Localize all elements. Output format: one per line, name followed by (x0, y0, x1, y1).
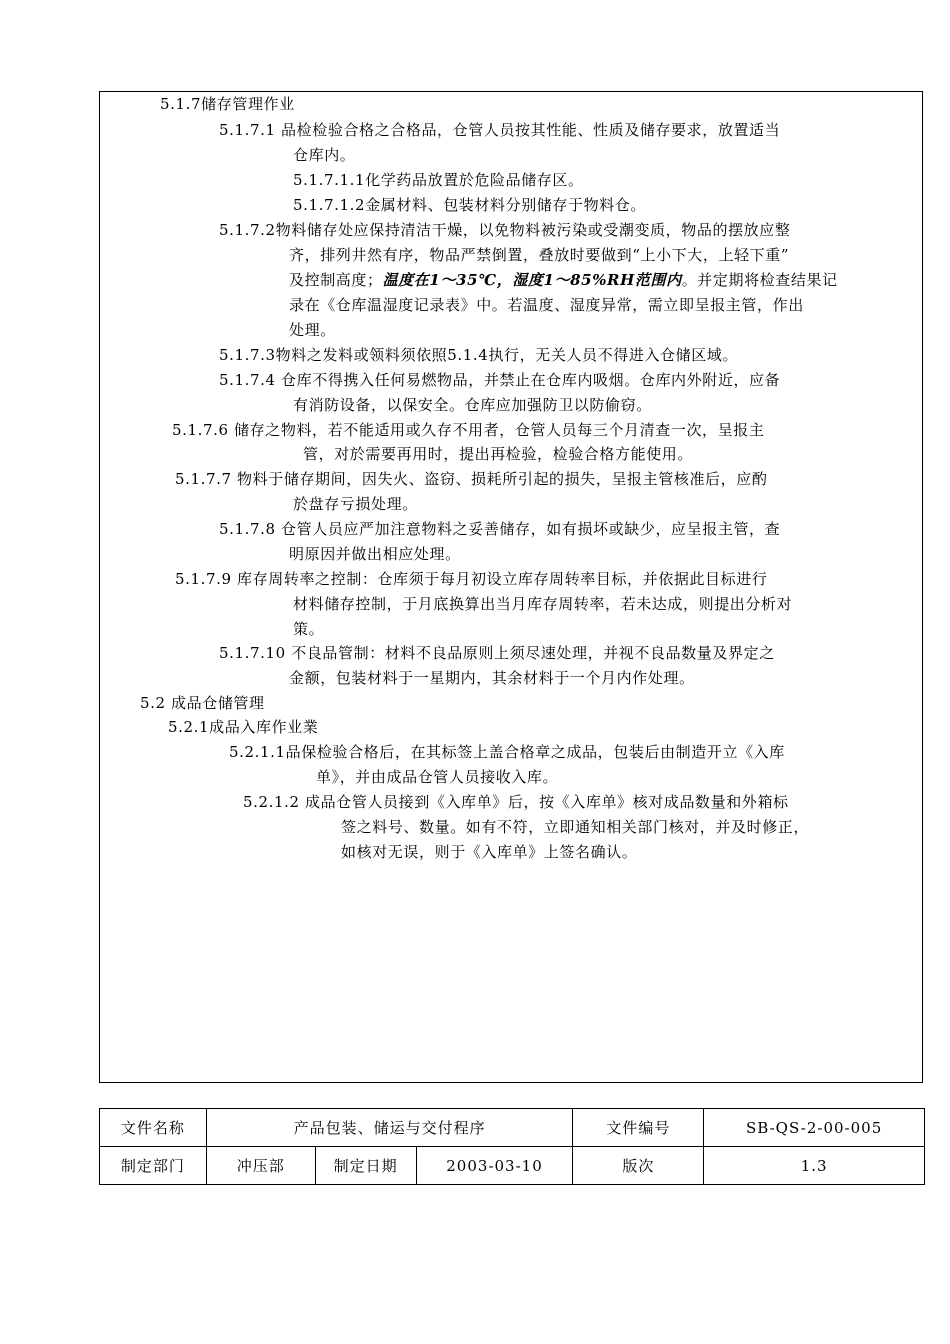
text-line: 齐，排列井然有序，物品严禁倒置，叠放时要做到“上小下大，上轻下重” (289, 246, 790, 264)
text-line: 明原因并做出相应处理。 (289, 545, 461, 563)
text-line: 金额，包装材料于一星期内，其余材料于一个月内作处理。 (289, 669, 695, 687)
text-line: 5.2.1.1品保检验合格后，在其标签上盖合格章之成品，包装后由制造开立《入库 (229, 743, 785, 761)
text-line: 5.2.1.2 成品仓管人员接到《入库单》后，按《入库单》核对成品数量和外箱标 (243, 793, 789, 811)
dept-value: 冲压部 (206, 1147, 315, 1185)
section-heading: 5.2 成品仓储管理 (140, 694, 265, 712)
text-line: 5.1.7.2物料储存处应保持清洁干燥，以免物料被污染或受潮变质，物品的摆放应整 (219, 221, 791, 239)
section-heading: 5.1.7储存管理作业 (160, 95, 295, 113)
version-value: 1.3 (704, 1147, 925, 1185)
text-line: 签之料号、数量。如有不符，立即通知相关部门核对，并及时修正， (341, 818, 810, 836)
text-line: 5.1.7.3物料之发料或领料须依照5.1.4执行，无关人员不得进入仓储区域。 (219, 346, 739, 364)
text-line: 单》，并由成品仓管人员接收入库。 (316, 768, 559, 786)
text-line: 5.1.7.10 不良品管制：材料不良品原则上须尽速处理，并视不良品数量及界定之 (219, 644, 775, 662)
doc-name-value: 产品包装、储运与交付程序 (206, 1109, 573, 1147)
text-line: 5.1.7.6 储存之物料，若不能适用或久存不用者，仓管人员每三个月清查一次，呈报主 (172, 421, 765, 439)
text-line: 5.1.7.8 仓管人员应严加注意物料之妥善储存，如有损坏或缺少，应呈报主管，查 (219, 520, 781, 538)
emphasized-text: 温度在1～35℃，湿度1～85%RH范围内 (382, 271, 682, 289)
text-line: 材料储存控制，于月底换算出当月库存周转率，若未达成，则提出分析对 (293, 595, 793, 613)
doc-no-label: 文件编号 (573, 1109, 704, 1147)
doc-name-label: 文件名称 (100, 1109, 207, 1147)
text-line: 於盘存亏损处理。 (293, 495, 418, 513)
text-line: 5.1.7.9 库存周转率之控制：仓库须于每月初设立库存周转率目标，并依据此目标进行 (175, 570, 768, 588)
text-line: 有消防设备，以保安全。仓库应加强防卫以防偷窃。 (293, 396, 652, 414)
date-label: 制定日期 (315, 1147, 416, 1185)
text-line: 5.1.7.1 品检检验合格之合格品，仓管人员按其性能、性质及储存要求，放置适当 (219, 121, 781, 139)
text-segment: 。并定期将检查结果记 (681, 271, 838, 289)
text-line: 策。 (293, 620, 325, 638)
section-heading: 5.2.1成品入库作业業 (168, 718, 319, 736)
text-line: 如核对无误，则于《入库单》上签名确认。 (341, 843, 638, 861)
text-line: 5.1.7.7 物料于储存期间，因失火、盗窃、损耗所引起的损失，呈报主管核准后，应酌 (175, 470, 768, 488)
document-info-table (99, 1108, 925, 1185)
text-line: 管，对於需要再用时，提出再检验，检验合格方能使用。 (303, 445, 694, 463)
text-line: 录在《仓库温湿度记录表》中。若温度、湿度异常，需立即呈报主管，作出 (289, 296, 804, 314)
date-value: 2003-03-10 (416, 1147, 573, 1185)
doc-no-value: SB-QS-2-00-005 (704, 1109, 925, 1147)
text-segment: 及控制高度； (289, 271, 383, 289)
version-label: 版次 (573, 1147, 704, 1185)
text-line (289, 270, 838, 290)
text-line: 5.1.7.4 仓库不得携入任何易燃物品，并禁止在仓库内吸烟。仓库内外附近，应备 (219, 371, 781, 389)
dept-label: 制定部门 (100, 1147, 207, 1185)
text-line: 处理。 (289, 321, 336, 339)
text-line: 5.1.7.1.1化学药品放置於危险品储存区。 (293, 171, 584, 189)
text-line: 仓库内。 (293, 146, 356, 164)
text-line: 5.1.7.1.2金属材料、包装材料分别储存于物料仓。 (293, 196, 646, 214)
